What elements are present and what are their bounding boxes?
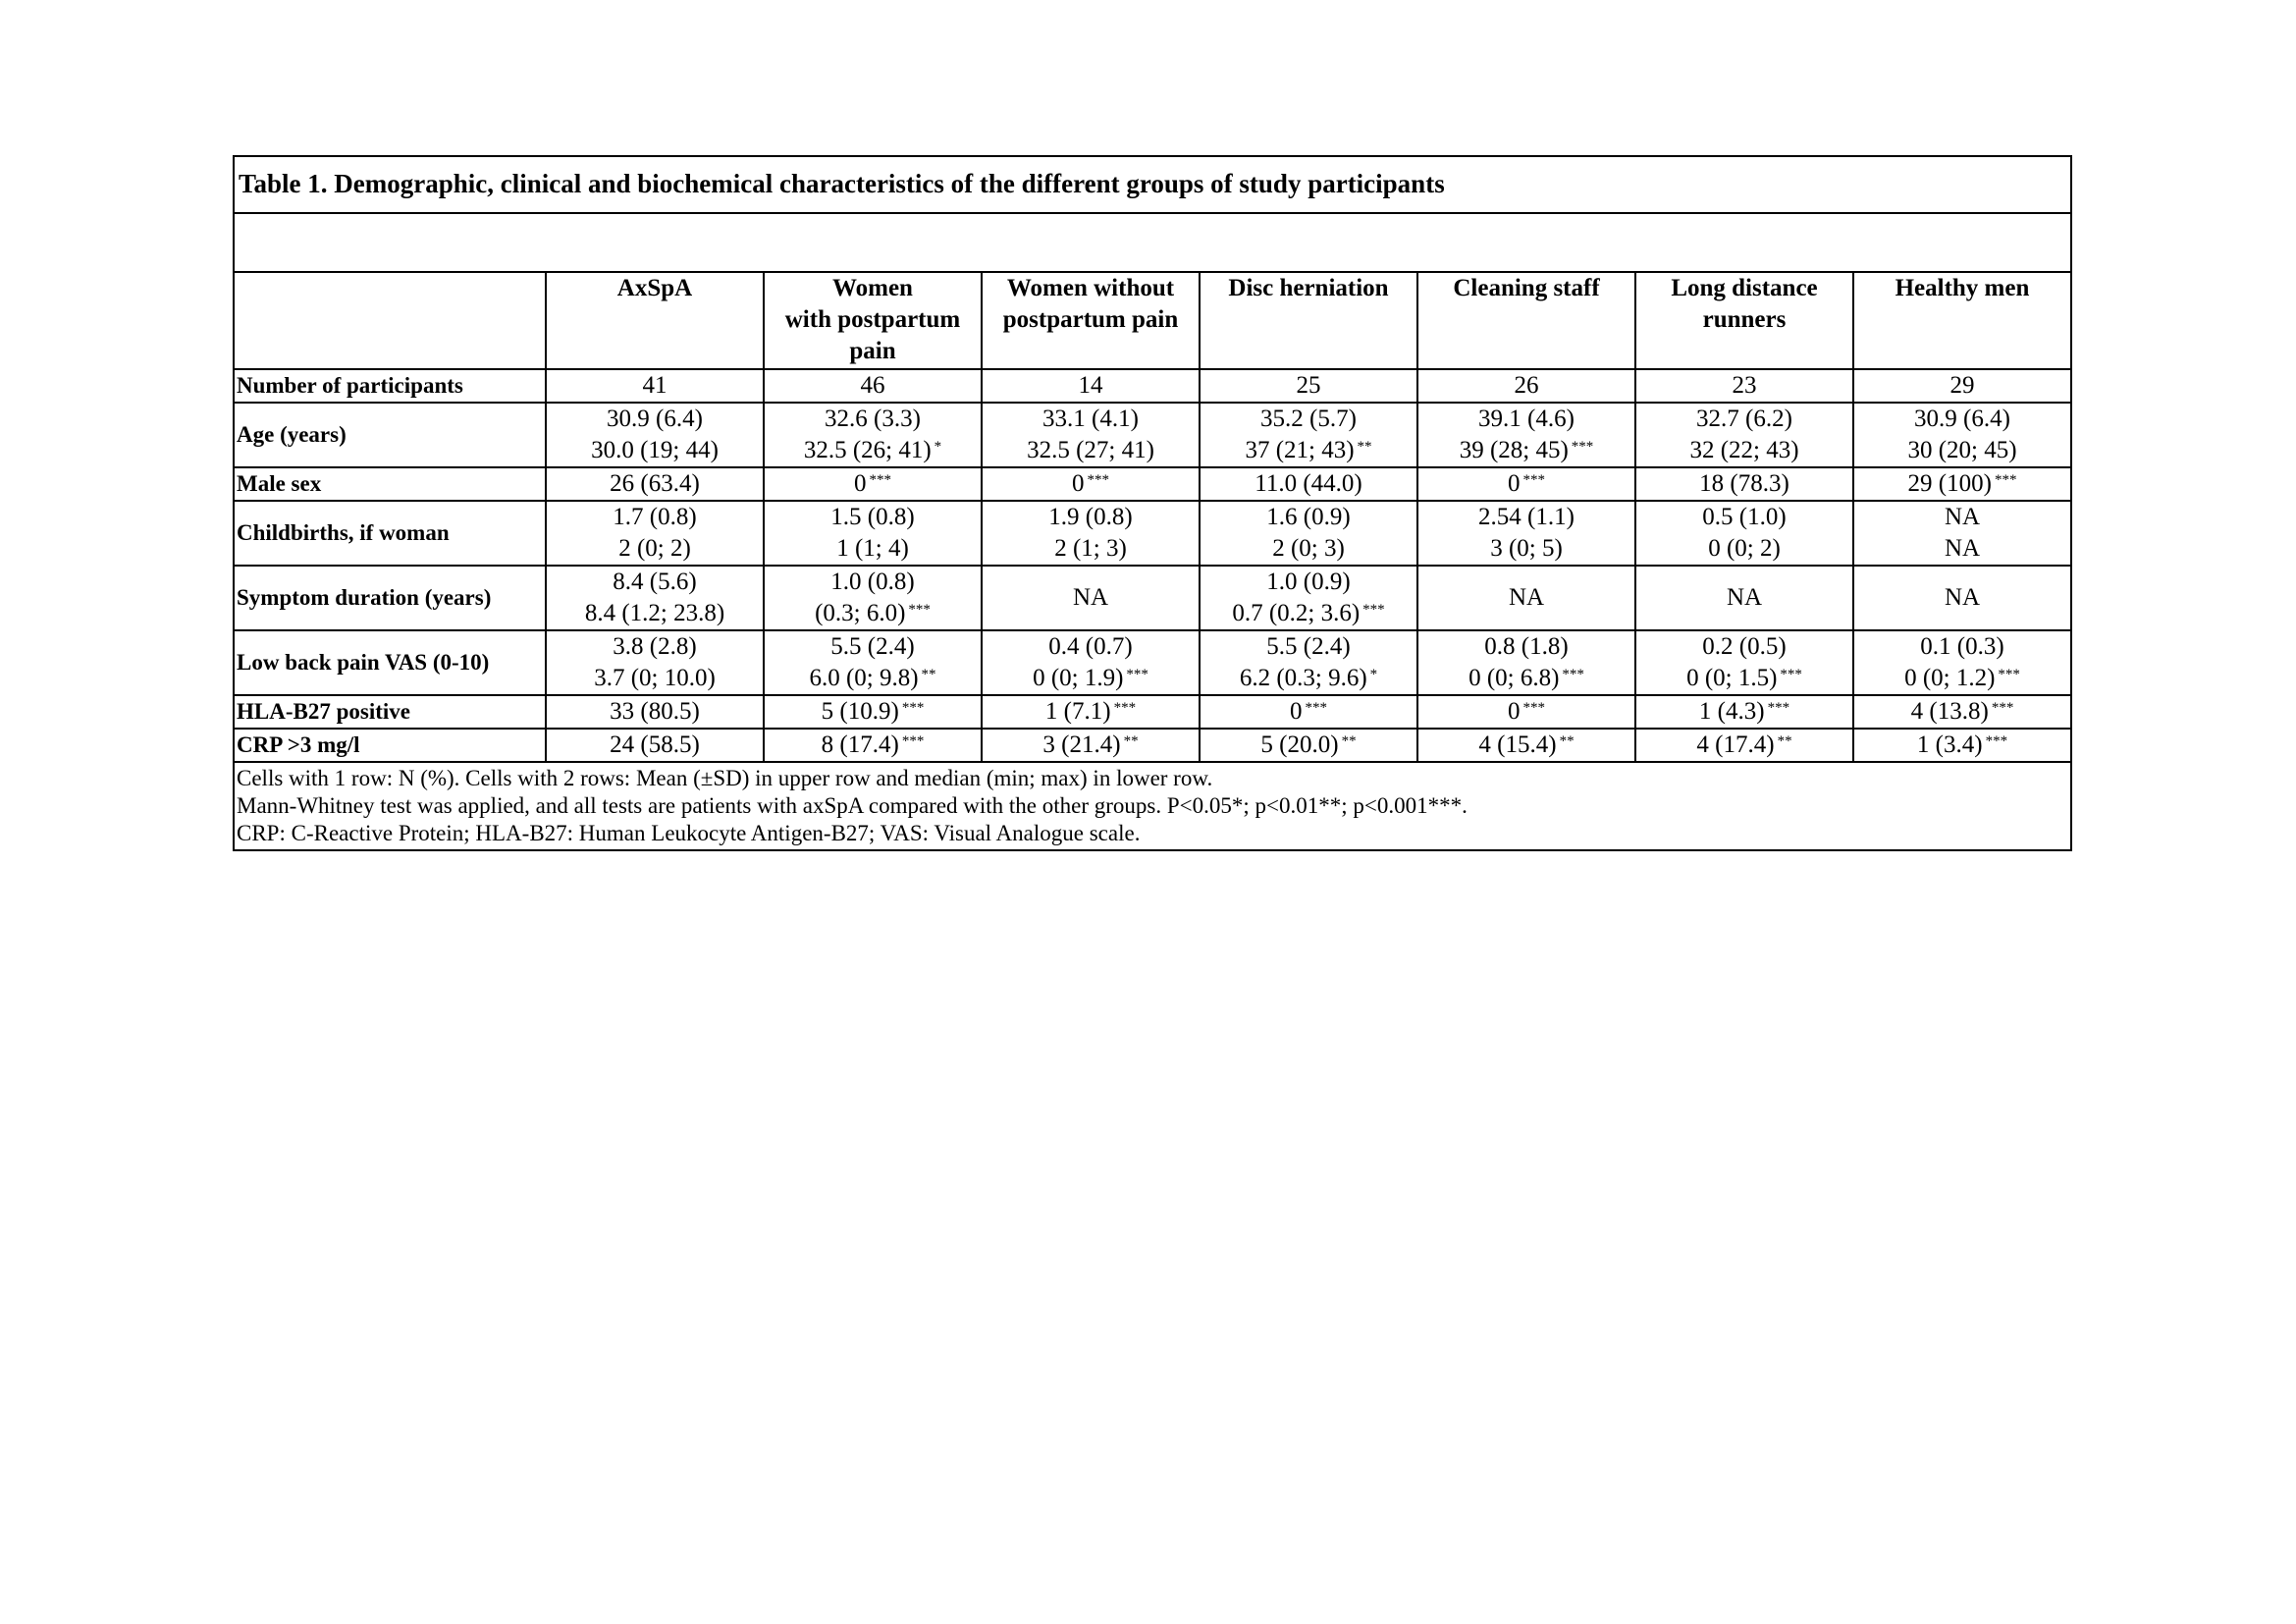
cell-value: NA xyxy=(1726,584,1763,611)
header-row xyxy=(235,273,2070,369)
cell-value: 3.8 (2.8) xyxy=(613,633,697,660)
table-cell xyxy=(764,695,982,729)
cell-line xyxy=(765,598,981,629)
cell-value: 30 (20; 45) xyxy=(1907,437,2017,463)
cell-value: 1 (7.1) xyxy=(1044,698,1111,725)
significance-marker: ** xyxy=(1123,733,1139,749)
significance-marker: *** xyxy=(1562,667,1584,682)
table-cell xyxy=(1200,566,1417,630)
table-cell xyxy=(1200,630,1417,695)
cell-line xyxy=(1854,730,2070,761)
column-header-line: pain xyxy=(849,338,896,364)
cell-value: 0 xyxy=(1508,470,1521,497)
cell-line xyxy=(983,631,1199,663)
cell-line xyxy=(1201,435,1416,466)
cell-line xyxy=(983,663,1199,694)
table-cell xyxy=(546,501,764,566)
cell-value: 0 (0; 2) xyxy=(1708,535,1781,562)
cell-line xyxy=(547,598,763,629)
row-label: CRP >3 mg/l xyxy=(235,729,546,762)
table-cell xyxy=(982,695,1200,729)
cell-line xyxy=(1636,404,1852,435)
table-cell xyxy=(1635,467,1853,501)
cell-line xyxy=(1418,582,1634,614)
cell-line xyxy=(1201,370,1416,402)
cell-value: 0 xyxy=(1508,698,1521,725)
cell-value: 2 (1; 3) xyxy=(1054,535,1127,562)
significance-marker: *** xyxy=(908,602,931,618)
significance-marker: *** xyxy=(1362,602,1385,618)
cell-line xyxy=(983,370,1199,402)
significance-marker: *** xyxy=(1522,700,1545,716)
table-cell xyxy=(764,501,982,566)
column-header-line: Cleaning staff xyxy=(1453,275,1600,301)
significance-marker: *** xyxy=(1126,667,1148,682)
table-cell xyxy=(1417,695,1635,729)
cell-line xyxy=(547,533,763,565)
row-label: Childbirths, if woman xyxy=(235,501,546,566)
table-cell xyxy=(1200,695,1417,729)
cell-value: 0.5 (1.0) xyxy=(1702,504,1787,530)
cell-value: 6.2 (0.3; 9.6) xyxy=(1239,665,1367,691)
table-cell xyxy=(982,403,1200,467)
table-cell xyxy=(1200,403,1417,467)
cell-value: 2.54 (1.1) xyxy=(1478,504,1575,530)
cell-value: 5 (10.9) xyxy=(821,698,899,725)
table-cell xyxy=(1417,501,1635,566)
cell-line xyxy=(547,696,763,728)
cell-value: 1.6 (0.9) xyxy=(1266,504,1351,530)
cell-value: 30.9 (6.4) xyxy=(607,406,703,432)
cell-line xyxy=(1854,582,2070,614)
table-cell xyxy=(1417,467,1635,501)
significance-marker: ** xyxy=(1341,733,1357,749)
cell-value: 1 (1; 4) xyxy=(836,535,909,562)
table-cell xyxy=(1853,729,2070,762)
table-cell xyxy=(546,369,764,403)
cell-value: 0.7 (0.2; 3.6) xyxy=(1232,600,1361,626)
cell-line xyxy=(1201,631,1416,663)
table-cell xyxy=(982,501,1200,566)
cell-value: 32 (22; 43) xyxy=(1689,437,1799,463)
cell-value: 1.9 (0.8) xyxy=(1048,504,1133,530)
table-cell xyxy=(982,369,1200,403)
cell-value: 23 xyxy=(1732,372,1757,399)
table-cell xyxy=(1853,630,2070,695)
cell-line xyxy=(765,404,981,435)
footnote-line: CRP: C-Reactive Protein; HLA-B27: Human Leukocyte Antigen-B27; VAS: Visual Analogue scale. xyxy=(237,821,1141,845)
cell-line xyxy=(1636,502,1852,533)
cell-value: NA xyxy=(1944,584,1981,611)
row-label: Symptom duration (years) xyxy=(235,566,546,630)
table-cell xyxy=(1417,403,1635,467)
cell-value: 0 (0; 6.8) xyxy=(1468,665,1560,691)
cell-value: 39 (28; 45) xyxy=(1459,437,1569,463)
cell-value: 3 (21.4) xyxy=(1042,731,1121,758)
cell-line xyxy=(983,468,1199,500)
cell-line xyxy=(547,663,763,694)
cell-line xyxy=(1201,663,1416,694)
cell-line xyxy=(547,730,763,761)
significance-marker: *** xyxy=(901,733,925,749)
cell-line xyxy=(1636,468,1852,500)
column-header-line: postpartum pain xyxy=(1002,306,1179,333)
table-cell xyxy=(1635,630,1853,695)
significance-marker: *** xyxy=(1998,667,2020,682)
cell-value: 39.1 (4.6) xyxy=(1478,406,1575,432)
table-row xyxy=(235,403,2070,467)
cell-line xyxy=(983,502,1199,533)
cell-line xyxy=(765,435,981,466)
cell-value: 8.4 (5.6) xyxy=(613,568,697,595)
table-row xyxy=(235,566,2070,630)
cell-value: 26 xyxy=(1514,372,1539,399)
cell-value: 5 (20.0) xyxy=(1260,731,1339,758)
cell-value: 32.7 (6.2) xyxy=(1696,406,1792,432)
cell-line xyxy=(547,435,763,466)
table-cell xyxy=(982,467,1200,501)
cell-value: 5.5 (2.4) xyxy=(1266,633,1351,660)
table-cell xyxy=(1853,403,2070,467)
cell-value: 29 xyxy=(1949,372,1975,399)
cell-value: 1.0 (0.8) xyxy=(830,568,915,595)
cell-line xyxy=(547,404,763,435)
table-cell xyxy=(1853,566,2070,630)
row-label: Age (years) xyxy=(235,403,546,467)
cell-line xyxy=(1418,468,1634,500)
cell-value: 0 xyxy=(1072,470,1085,497)
cell-line xyxy=(1418,404,1634,435)
blank-spacer-row xyxy=(235,214,2070,273)
table-cell xyxy=(764,369,982,403)
cell-value: 32.6 (3.3) xyxy=(825,406,921,432)
table-row xyxy=(235,369,2070,403)
cell-value: 18 (78.3) xyxy=(1699,470,1789,497)
cell-value: 4 (13.8) xyxy=(1910,698,1989,725)
cell-line xyxy=(1201,730,1416,761)
table-row xyxy=(235,467,2070,501)
cell-value: 14 xyxy=(1078,372,1103,399)
column-header xyxy=(1200,273,1417,369)
cell-value: 3 (0; 5) xyxy=(1490,535,1563,562)
cell-line xyxy=(983,582,1199,614)
table-cell xyxy=(546,467,764,501)
column-header-line: Healthy men xyxy=(1895,275,2030,301)
table-body xyxy=(235,369,2070,762)
cell-line xyxy=(1854,533,2070,565)
data-table xyxy=(235,273,2070,763)
cell-value: 0 (0; 1.2) xyxy=(1904,665,1996,691)
significance-marker: *** xyxy=(901,700,925,716)
table-cell xyxy=(1635,403,1853,467)
table-cell xyxy=(1635,501,1853,566)
cell-line xyxy=(1854,631,2070,663)
cell-line xyxy=(1636,696,1852,728)
cell-line xyxy=(1636,533,1852,565)
table-cell xyxy=(1200,467,1417,501)
cell-line xyxy=(1854,663,2070,694)
cell-line xyxy=(547,567,763,598)
table-cell xyxy=(1853,695,2070,729)
footnote-line: Mann-Whitney test was applied, and all tests are patients with axSpA compared with the other groups. P<0.05*; p<0.01**; p<0.001***. xyxy=(237,793,1468,818)
column-header-line: Women xyxy=(832,275,913,301)
column-header-line: runners xyxy=(1702,306,1787,333)
table-cell xyxy=(764,403,982,467)
footnote-line: Cells with 1 row: N (%). Cells with 2 rows: Mean (±SD) in upper row and median (min; max) in lower row. xyxy=(237,766,1213,790)
significance-marker: *** xyxy=(1991,700,2014,716)
cell-value: NA xyxy=(1072,584,1109,611)
cell-value: 1.0 (0.9) xyxy=(1266,568,1351,595)
table-cell xyxy=(546,695,764,729)
cell-line xyxy=(983,404,1199,435)
cell-line xyxy=(983,730,1199,761)
cell-line xyxy=(1201,468,1416,500)
significance-marker: *** xyxy=(1305,700,1327,716)
cell-value: 35.2 (5.7) xyxy=(1260,406,1357,432)
cell-value: 1.5 (0.8) xyxy=(830,504,915,530)
cell-line xyxy=(1418,730,1634,761)
cell-line xyxy=(1201,567,1416,598)
table-cell xyxy=(764,729,982,762)
significance-marker: *** xyxy=(1780,667,1802,682)
table-cell xyxy=(982,630,1200,695)
cell-line xyxy=(1636,370,1852,402)
column-header xyxy=(1417,273,1635,369)
cell-line xyxy=(1636,435,1852,466)
cell-value: 4 (17.4) xyxy=(1696,731,1775,758)
cell-line xyxy=(1636,631,1852,663)
cell-value: 32.5 (27; 41) xyxy=(1027,437,1154,463)
significance-marker: * xyxy=(934,439,942,455)
cell-value: 29 (100) xyxy=(1907,470,1992,497)
significance-marker: ** xyxy=(1559,733,1575,749)
table-frame xyxy=(233,155,2072,851)
cell-value: 0 xyxy=(1290,698,1303,725)
table-row xyxy=(235,695,2070,729)
table-cell xyxy=(1635,695,1853,729)
table-row xyxy=(235,729,2070,762)
cell-value: 1.7 (0.8) xyxy=(613,504,697,530)
significance-marker: ** xyxy=(1777,733,1792,749)
cell-line xyxy=(1636,582,1852,614)
table-cell xyxy=(1635,369,1853,403)
row-label: Number of participants xyxy=(235,369,546,403)
cell-value: 33 (80.5) xyxy=(610,698,700,725)
cell-value: 41 xyxy=(642,372,667,399)
cell-value: NA xyxy=(1508,584,1545,611)
cell-line xyxy=(1418,631,1634,663)
cell-line xyxy=(547,370,763,402)
cell-value: 2 (0; 3) xyxy=(1272,535,1345,562)
column-header-line: Long distance xyxy=(1671,275,1818,301)
cell-line xyxy=(1418,663,1634,694)
significance-marker: * xyxy=(1369,667,1378,682)
cell-line xyxy=(765,370,981,402)
table-cell xyxy=(1417,630,1635,695)
cell-value: 8 (17.4) xyxy=(821,731,899,758)
table-cell xyxy=(1200,369,1417,403)
column-header-line: AxSpA xyxy=(616,275,693,301)
cell-value: 26 (63.4) xyxy=(610,470,700,497)
table-cell xyxy=(1200,501,1417,566)
cell-line xyxy=(1636,730,1852,761)
cell-line xyxy=(1201,404,1416,435)
cell-line xyxy=(765,631,981,663)
cell-value: 30.0 (19; 44) xyxy=(591,437,719,463)
table-cell xyxy=(982,566,1200,630)
row-label: Low back pain VAS (0-10) xyxy=(235,630,546,695)
significance-marker: *** xyxy=(1994,472,2017,488)
column-header-line: Disc herniation xyxy=(1228,275,1389,301)
column-header xyxy=(546,273,764,369)
significance-marker: *** xyxy=(1113,700,1137,716)
table-cell xyxy=(764,630,982,695)
cell-line xyxy=(765,533,981,565)
cell-value: 30.9 (6.4) xyxy=(1914,406,2010,432)
header-corner-cell xyxy=(235,273,546,369)
cell-line xyxy=(1418,533,1634,565)
cell-line xyxy=(765,502,981,533)
significance-marker: ** xyxy=(921,667,936,682)
column-header-line: with postpartum xyxy=(784,306,961,333)
cell-line xyxy=(1418,696,1634,728)
cell-value: 0.4 (0.7) xyxy=(1048,633,1133,660)
cell-line xyxy=(765,730,981,761)
cell-value: NA xyxy=(1944,504,1981,530)
cell-line xyxy=(1636,663,1852,694)
column-header-line: Women without xyxy=(1006,275,1175,301)
table-row xyxy=(235,630,2070,695)
table-cell xyxy=(1853,501,2070,566)
cell-line xyxy=(1854,502,2070,533)
cell-line xyxy=(983,696,1199,728)
cell-value: 2 (0; 2) xyxy=(618,535,691,562)
column-header xyxy=(982,273,1200,369)
cell-line xyxy=(1854,370,2070,402)
table-cell xyxy=(1635,729,1853,762)
cell-value: 37 (21; 43) xyxy=(1245,437,1355,463)
cell-line xyxy=(1418,435,1634,466)
table-cell xyxy=(546,403,764,467)
cell-value: 25 xyxy=(1296,372,1321,399)
cell-line xyxy=(1201,502,1416,533)
significance-marker: *** xyxy=(1571,439,1594,455)
table-cell xyxy=(1417,729,1635,762)
table-cell xyxy=(1417,566,1635,630)
table-cell xyxy=(546,729,764,762)
significance-marker: *** xyxy=(1985,733,2008,749)
column-header xyxy=(1635,273,1853,369)
cell-line xyxy=(1854,468,2070,500)
row-label: HLA-B27 positive xyxy=(235,695,546,729)
cell-value: 6.0 (0; 9.8) xyxy=(809,665,919,691)
cell-value: 24 (58.5) xyxy=(610,731,700,758)
cell-line xyxy=(765,567,981,598)
table-row xyxy=(235,501,2070,566)
cell-line xyxy=(1201,533,1416,565)
cell-line xyxy=(1418,370,1634,402)
significance-marker: ** xyxy=(1357,439,1372,455)
cell-line xyxy=(765,468,981,500)
significance-marker: *** xyxy=(869,472,891,488)
cell-value: 11.0 (44.0) xyxy=(1255,470,1362,497)
cell-line xyxy=(1418,502,1634,533)
cell-value: 0.2 (0.5) xyxy=(1702,633,1787,660)
cell-line xyxy=(1201,696,1416,728)
cell-line xyxy=(983,533,1199,565)
cell-value: 0.1 (0.3) xyxy=(1920,633,2004,660)
cell-line xyxy=(765,696,981,728)
significance-marker: *** xyxy=(1767,700,1790,716)
cell-value: 0 xyxy=(854,470,867,497)
cell-value: 3.7 (0; 10.0) xyxy=(594,665,716,691)
row-label: Male sex xyxy=(235,467,546,501)
table-cell xyxy=(546,566,764,630)
column-header xyxy=(764,273,982,369)
table-cell xyxy=(1853,467,2070,501)
cell-value: 33.1 (4.1) xyxy=(1042,406,1139,432)
table-cell xyxy=(1417,369,1635,403)
table-cell xyxy=(1853,369,2070,403)
table-cell xyxy=(1200,729,1417,762)
cell-value: 1 (3.4) xyxy=(1916,731,1983,758)
cell-value: 46 xyxy=(860,372,885,399)
cell-line xyxy=(547,631,763,663)
table-notes xyxy=(235,763,2070,849)
cell-line xyxy=(1201,598,1416,629)
cell-value: NA xyxy=(1944,535,1981,562)
cell-value: 1 (4.3) xyxy=(1698,698,1765,725)
cell-line xyxy=(983,435,1199,466)
cell-value: 4 (15.4) xyxy=(1478,731,1557,758)
cell-value: 5.5 (2.4) xyxy=(830,633,915,660)
significance-marker: *** xyxy=(1087,472,1109,488)
cell-line xyxy=(1854,696,2070,728)
table-cell xyxy=(764,467,982,501)
cell-value: 0 (0; 1.5) xyxy=(1686,665,1778,691)
cell-line xyxy=(547,468,763,500)
cell-value: 0.8 (1.8) xyxy=(1484,633,1569,660)
cell-line xyxy=(547,502,763,533)
cell-value: 32.5 (26; 41) xyxy=(803,437,932,463)
cell-line xyxy=(765,663,981,694)
table-cell xyxy=(1635,566,1853,630)
table-cell xyxy=(982,729,1200,762)
cell-line xyxy=(1854,404,2070,435)
significance-marker: *** xyxy=(1522,472,1545,488)
table-title: Table 1. Demographic, clinical and biochemical characteristics of the different groups of study participants xyxy=(235,157,2070,214)
table-cell xyxy=(764,566,982,630)
cell-value: (0.3; 6.0) xyxy=(815,600,906,626)
cell-value: 0 (0; 1.9) xyxy=(1033,665,1124,691)
cell-line xyxy=(1854,435,2070,466)
column-header xyxy=(1853,273,2070,369)
cell-value: 8.4 (1.2; 23.8) xyxy=(584,600,725,626)
table-cell xyxy=(546,630,764,695)
